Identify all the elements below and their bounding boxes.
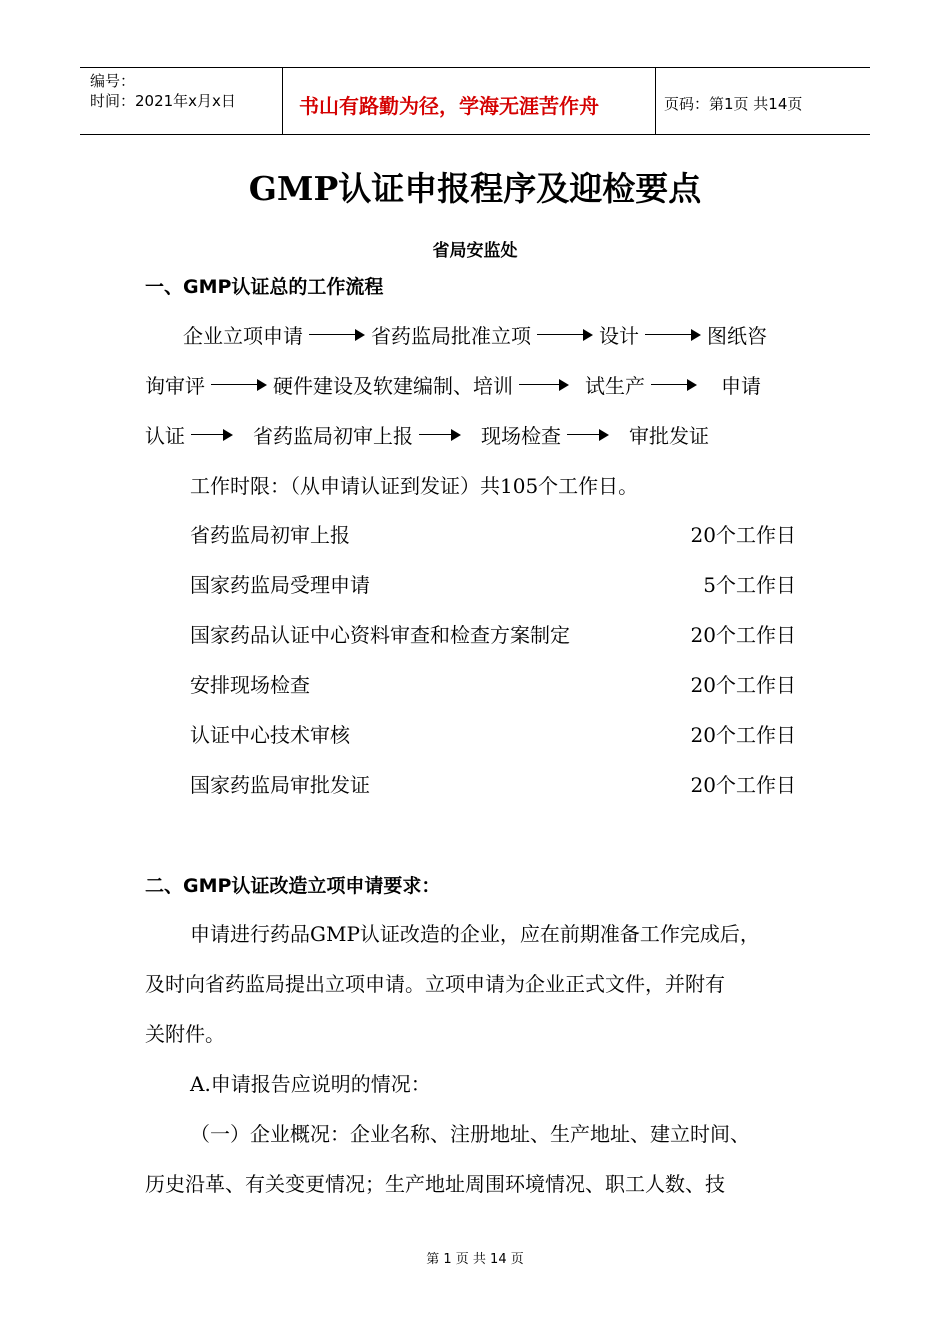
arrow-right-icon: [309, 329, 365, 341]
header-divider-left: [282, 67, 283, 135]
flow-step: 认证: [145, 424, 185, 448]
subheading-a: A.申请报告应说明的情况：: [190, 1072, 431, 1096]
step-name: 国家药监局受理申请: [190, 573, 370, 597]
header-page-info: 页码：第1页 共14页: [664, 95, 803, 113]
arrow-right-icon: [419, 429, 461, 441]
arrow-right-icon: [519, 379, 569, 391]
flow-step: 审批发证: [629, 424, 709, 448]
flow-line-1: [183, 320, 767, 349]
flow-step: 省药监局初审上报: [253, 424, 413, 448]
paragraph-line: 及时向省药监局提出立项申请。立项申请为企业正式文件，并附有: [145, 972, 725, 996]
page-title: GMP认证申报程序及迎检要点: [248, 169, 702, 208]
step-name: 国家药品认证中心资料审查和检查方案制定: [190, 623, 570, 647]
header-bottom-border: [80, 134, 870, 135]
step-days: 20个工作日: [690, 623, 796, 647]
flow-step: 设计: [599, 324, 639, 348]
header-time-label: 时间：2021年x月x日: [90, 92, 236, 110]
time-limit-text: 工作时限：（从申请认证到发证）共105个工作日。: [190, 474, 639, 498]
flow-step: 申请: [721, 374, 761, 398]
flow-step: 询审评: [145, 374, 205, 398]
flow-step: 图纸咨: [707, 324, 767, 348]
header-motto: 书山有路勤为径，学海无涯苦作舟: [299, 94, 599, 118]
arrow-right-icon: [651, 379, 697, 391]
step-days: 20个工作日: [690, 673, 796, 697]
footer-page-number: 第 1 页 共 14 页: [426, 1252, 524, 1267]
paragraph-line: 历史沿革、有关变更情况；生产地址周围环境情况、职工人数、技: [145, 1172, 725, 1196]
arrow-right-icon: [537, 329, 593, 341]
step-name: 安排现场检查: [190, 673, 310, 697]
flow-step: 试生产: [585, 374, 645, 398]
step-days: 20个工作日: [690, 723, 796, 747]
paragraph-line: 关附件。: [145, 1022, 225, 1046]
flow-step: 企业立项申请: [183, 324, 303, 348]
flow-step: 省药监局批准立项: [371, 324, 531, 348]
flow-line-3: [145, 420, 709, 449]
arrow-right-icon: [191, 429, 233, 441]
step-name: 省药监局初审上报: [190, 523, 350, 547]
header-top-border: [80, 67, 870, 68]
step-name: 认证中心技术审核: [190, 723, 350, 747]
step-days: 20个工作日: [690, 523, 796, 547]
step-name: 国家药监局审批发证: [190, 773, 370, 797]
paragraph-line: （一）企业概况：企业名称、注册地址、生产地址、建立时间、: [190, 1122, 750, 1146]
paragraph-line: 申请进行药品GMP认证改造的企业，应在前期准备工作完成后，: [190, 922, 760, 946]
section2-heading: 二、GMP认证改造立项申请要求：: [145, 875, 441, 897]
arrow-right-icon: [567, 429, 609, 441]
flow-step: 现场检查: [481, 424, 561, 448]
page-author: 省局安监处: [432, 241, 518, 261]
header-number-label: 编号：: [90, 72, 136, 90]
step-days: 5个工作日: [703, 573, 796, 597]
flow-line-2: [145, 370, 761, 399]
step-days: 20个工作日: [690, 773, 796, 797]
flow-step: 硬件建设及软建编制、培训: [273, 374, 513, 398]
arrow-right-icon: [211, 379, 267, 391]
header-divider-right: [655, 67, 656, 135]
section1-heading: 一、GMP认证总的工作流程: [145, 276, 384, 298]
arrow-right-icon: [645, 329, 701, 341]
